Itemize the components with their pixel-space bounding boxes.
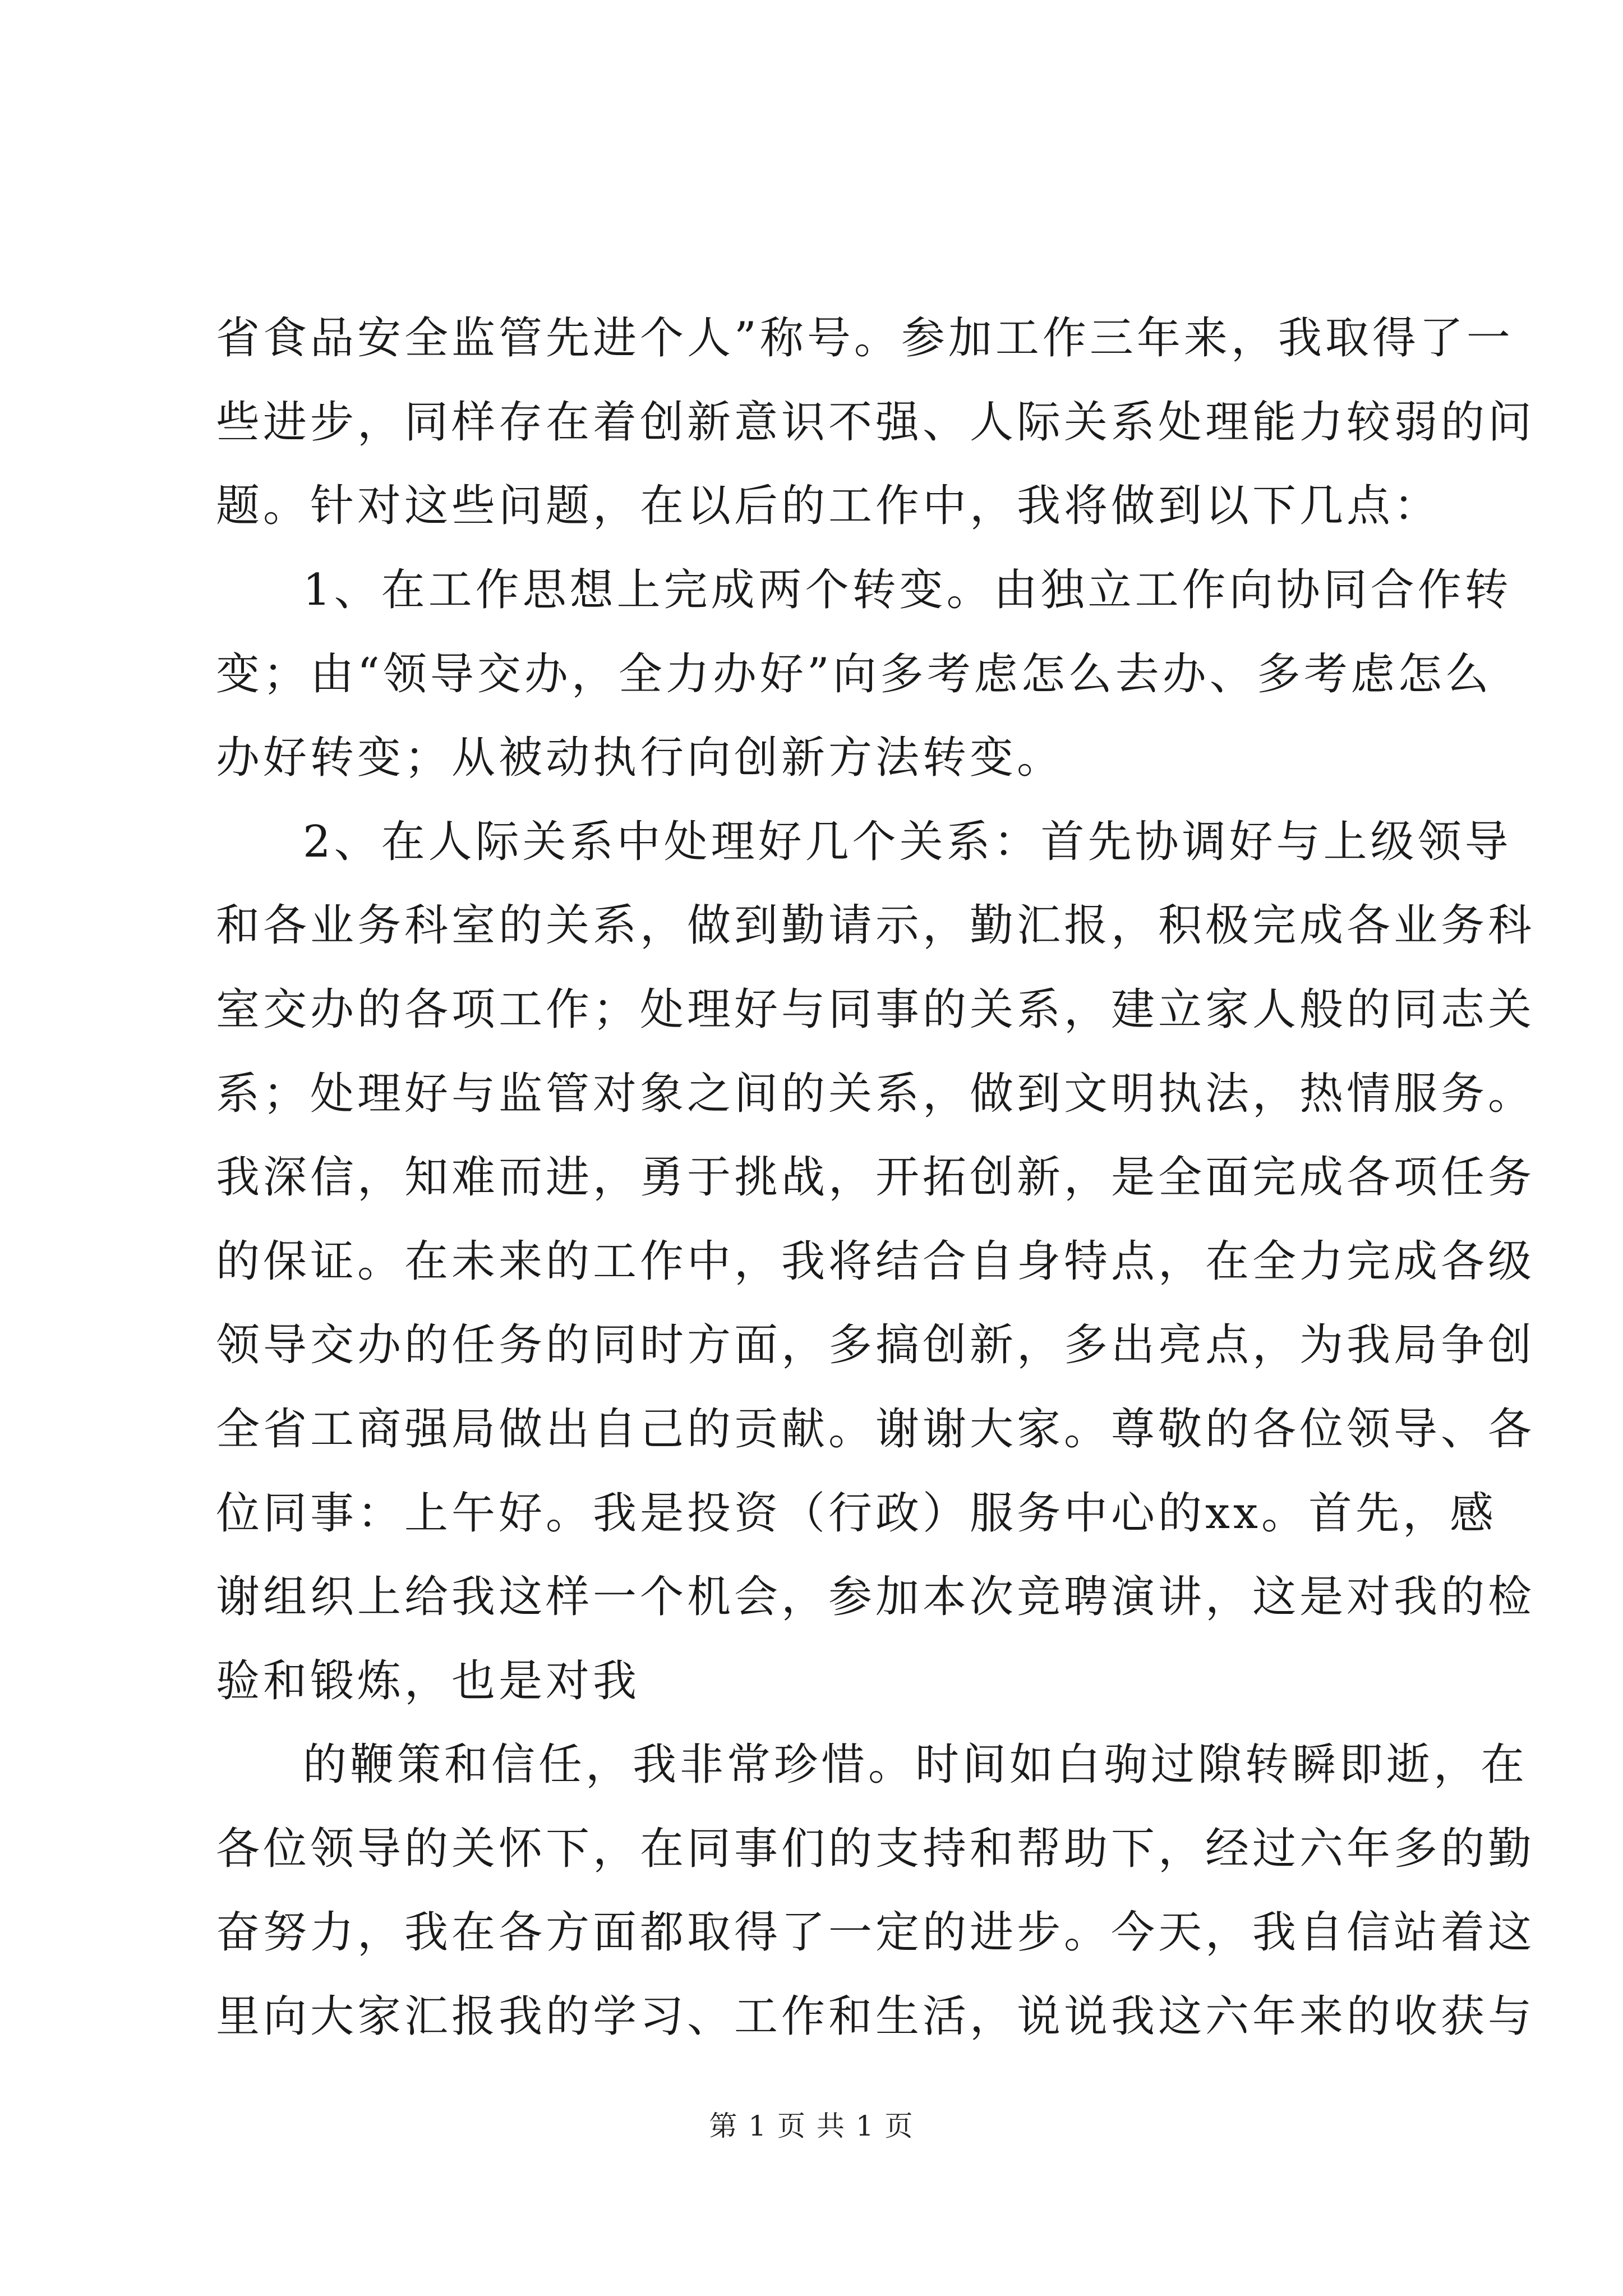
text-line-19: 各位领导的关怀下，在同事们的支持和帮助下，经过六年多的勤	[216, 1824, 1536, 1874]
text-line-15: 位同事：上午好。我是投资（行政）服务中心的xx。首先，感	[216, 1488, 1497, 1539]
text-line-8: 和各业务科室的关系，做到勤请示，勤汇报，积极完成各业务科	[216, 900, 1536, 951]
text-line-1: 省食品安全监管先进个人”称号。参加工作三年来，我取得了一	[216, 313, 1514, 364]
text-line-2: 些进步，同样存在着创新意识不强、人际关系处理能力较弱的问	[216, 397, 1536, 448]
text-line-12: 的保证。在未来的工作中，我将结合自身特点，在全力完成各级	[216, 1236, 1536, 1287]
text-line-6: 办好转变；从被动执行向创新方法转变。	[216, 733, 1064, 783]
text-line-18: 的鞭策和信任，我非常珍惜。时间如白驹过隙转瞬即逝，在	[303, 1740, 1528, 1790]
page-footer: 第 1 页 共 1 页	[709, 2110, 914, 2142]
text-line-17: 验和锻炼，也是对我	[216, 1656, 640, 1706]
text-line-21: 里向大家汇报我的学习、工作和生活，说说我这六年来的收获与	[216, 1991, 1536, 2042]
text-line-7: 2、在人际关系中处理好几个关系：首先协调好与上级领导	[303, 817, 1512, 867]
text-line-4: 1、在工作思想上完成两个转变。由独立工作向协同合作转	[303, 565, 1512, 615]
text-line-9: 室交办的各项工作；处理好与同事的关系，建立家人般的同志关	[216, 984, 1536, 1035]
text-line-11: 我深信，知难而进，勇于挑战，开拓创新，是全面完成各项任务	[216, 1152, 1536, 1203]
text-line-10: 系；处理好与监管对象之间的关系，做到文明执法，热情服务。	[216, 1069, 1536, 1119]
text-line-3: 题。针对这些问题，在以后的工作中，我将做到以下几点：	[216, 481, 1441, 531]
text-line-14: 全省工商强局做出自己的贡献。谢谢大家。尊敬的各位领导、各	[216, 1404, 1536, 1455]
text-line-20: 奋努力，我在各方面都取得了一定的进步。今天，我自信站着这	[216, 1907, 1536, 1958]
text-line-13: 领导交办的任务的同时方面，多搞创新，多出亮点，为我局争创	[216, 1320, 1536, 1370]
text-line-5: 变；由“领导交办，全力办好”向多考虑怎么去办、多考虑怎么	[216, 649, 1492, 700]
text-line-16: 谢组织上给我这样一个机会，参加本次竞聘演讲，这是对我的检	[216, 1572, 1536, 1622]
